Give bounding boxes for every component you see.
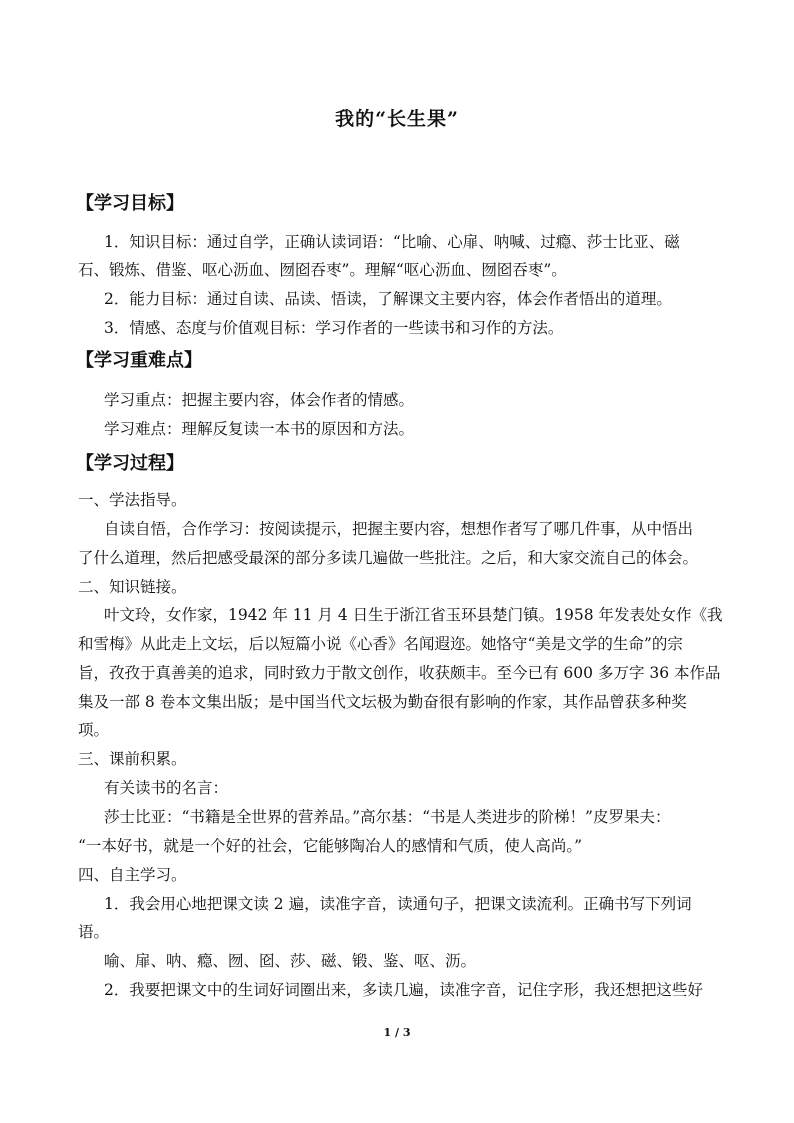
process-line-11: 有关读书的名言： (104, 779, 229, 797)
page-title: 我的“长生果” (335, 108, 459, 130)
process-line-5: 叶文玲，女作家，1942 年 11 月 4 日生于浙江省玉环县楚门镇。1958 年发表处女作《我 (104, 606, 723, 624)
goals-line-1: 1．知识目标：通过自学，正确认读词语：“比喻、心扉、呐喊、过瘾、莎士比亚、磁 (104, 233, 680, 251)
process-line-17: 喻、扉、呐、瘾、囫、囵、莎、磁、锻、鉴、呕、沥。 (104, 952, 477, 970)
key-point-line-2: 学习难点：理解反复读一本书的原因和方法。 (104, 420, 415, 438)
section-heading-key-points: 【学习重难点】 (76, 350, 202, 371)
process-line-18: 2．我要把课文中的生词好词圈出来，多读几遍，读准字音，记住字形，我还想把这些好 (104, 981, 703, 999)
process-line-1: 一、学法指导。 (78, 491, 187, 509)
process-line-6: 和雪梅》从此走上文坛，后以短篇小说《心香》名闻遐迩。她恪守“美是文学的生命”的宗 (78, 635, 683, 653)
process-line-4: 二、知识链接。 (78, 578, 187, 596)
process-line-12: 莎士比亚：“书籍是全世界的营养品。”高尔基：“书是人类进步的阶梯！”皮罗果夫： (104, 808, 671, 826)
section-heading-process: 【学习过程】 (76, 453, 184, 474)
process-line-10: 三、课前积累。 (78, 750, 187, 768)
goals-line-2: 石、锻炼、借鉴、呕心沥血、囫囵吞枣”。理解“呕心沥血、囫囵吞枣”。 (78, 261, 567, 279)
process-line-8: 集及一部 8 卷本文集出版；是中国当代文坛极为勤奋很有影响的作家，其作品曾获多种奖 (78, 693, 687, 711)
process-line-9: 项。 (78, 721, 110, 739)
goals-line-4: 3．情感、态度与价值观目标：学习作者的一些读书和习作的方法。 (104, 319, 564, 337)
process-line-13: “一本好书，就是一个好的社会，它能够陶冶人的感情和气质，使人高尚。” (78, 837, 583, 855)
section-heading-goals: 【学习目标】 (76, 193, 184, 214)
process-line-15: 1．我会用心地把课文读 2 遍，读准字音，读通句子，把课文读流利。正确书写下列词 (104, 895, 692, 913)
process-line-3: 了什么道理，然后把感受最深的部分多读几遍做一些批注。之后，和大家交流自己的体会。 (78, 549, 699, 567)
goals-line-3: 2．能力目标：通过自读、品读、悟读，了解课文主要内容，体会作者悟出的道理。 (104, 290, 672, 308)
process-line-16: 语。 (78, 923, 110, 941)
page-number: 1 / 3 (383, 1026, 411, 1039)
process-line-7: 旨，孜孜于真善美的追求，同时致力于散文创作，收获颇丰。至今已有 600 多万字 36 本作品 (78, 664, 721, 682)
process-line-14: 四、自主学习。 (78, 866, 187, 884)
process-line-2: 自读自悟，合作学习：按阅读提示，把握主要内容，想想作者写了哪几件事，从中悟出 (104, 520, 694, 538)
key-point-line-1: 学习重点：把握主要内容，体会作者的情感。 (104, 391, 415, 409)
